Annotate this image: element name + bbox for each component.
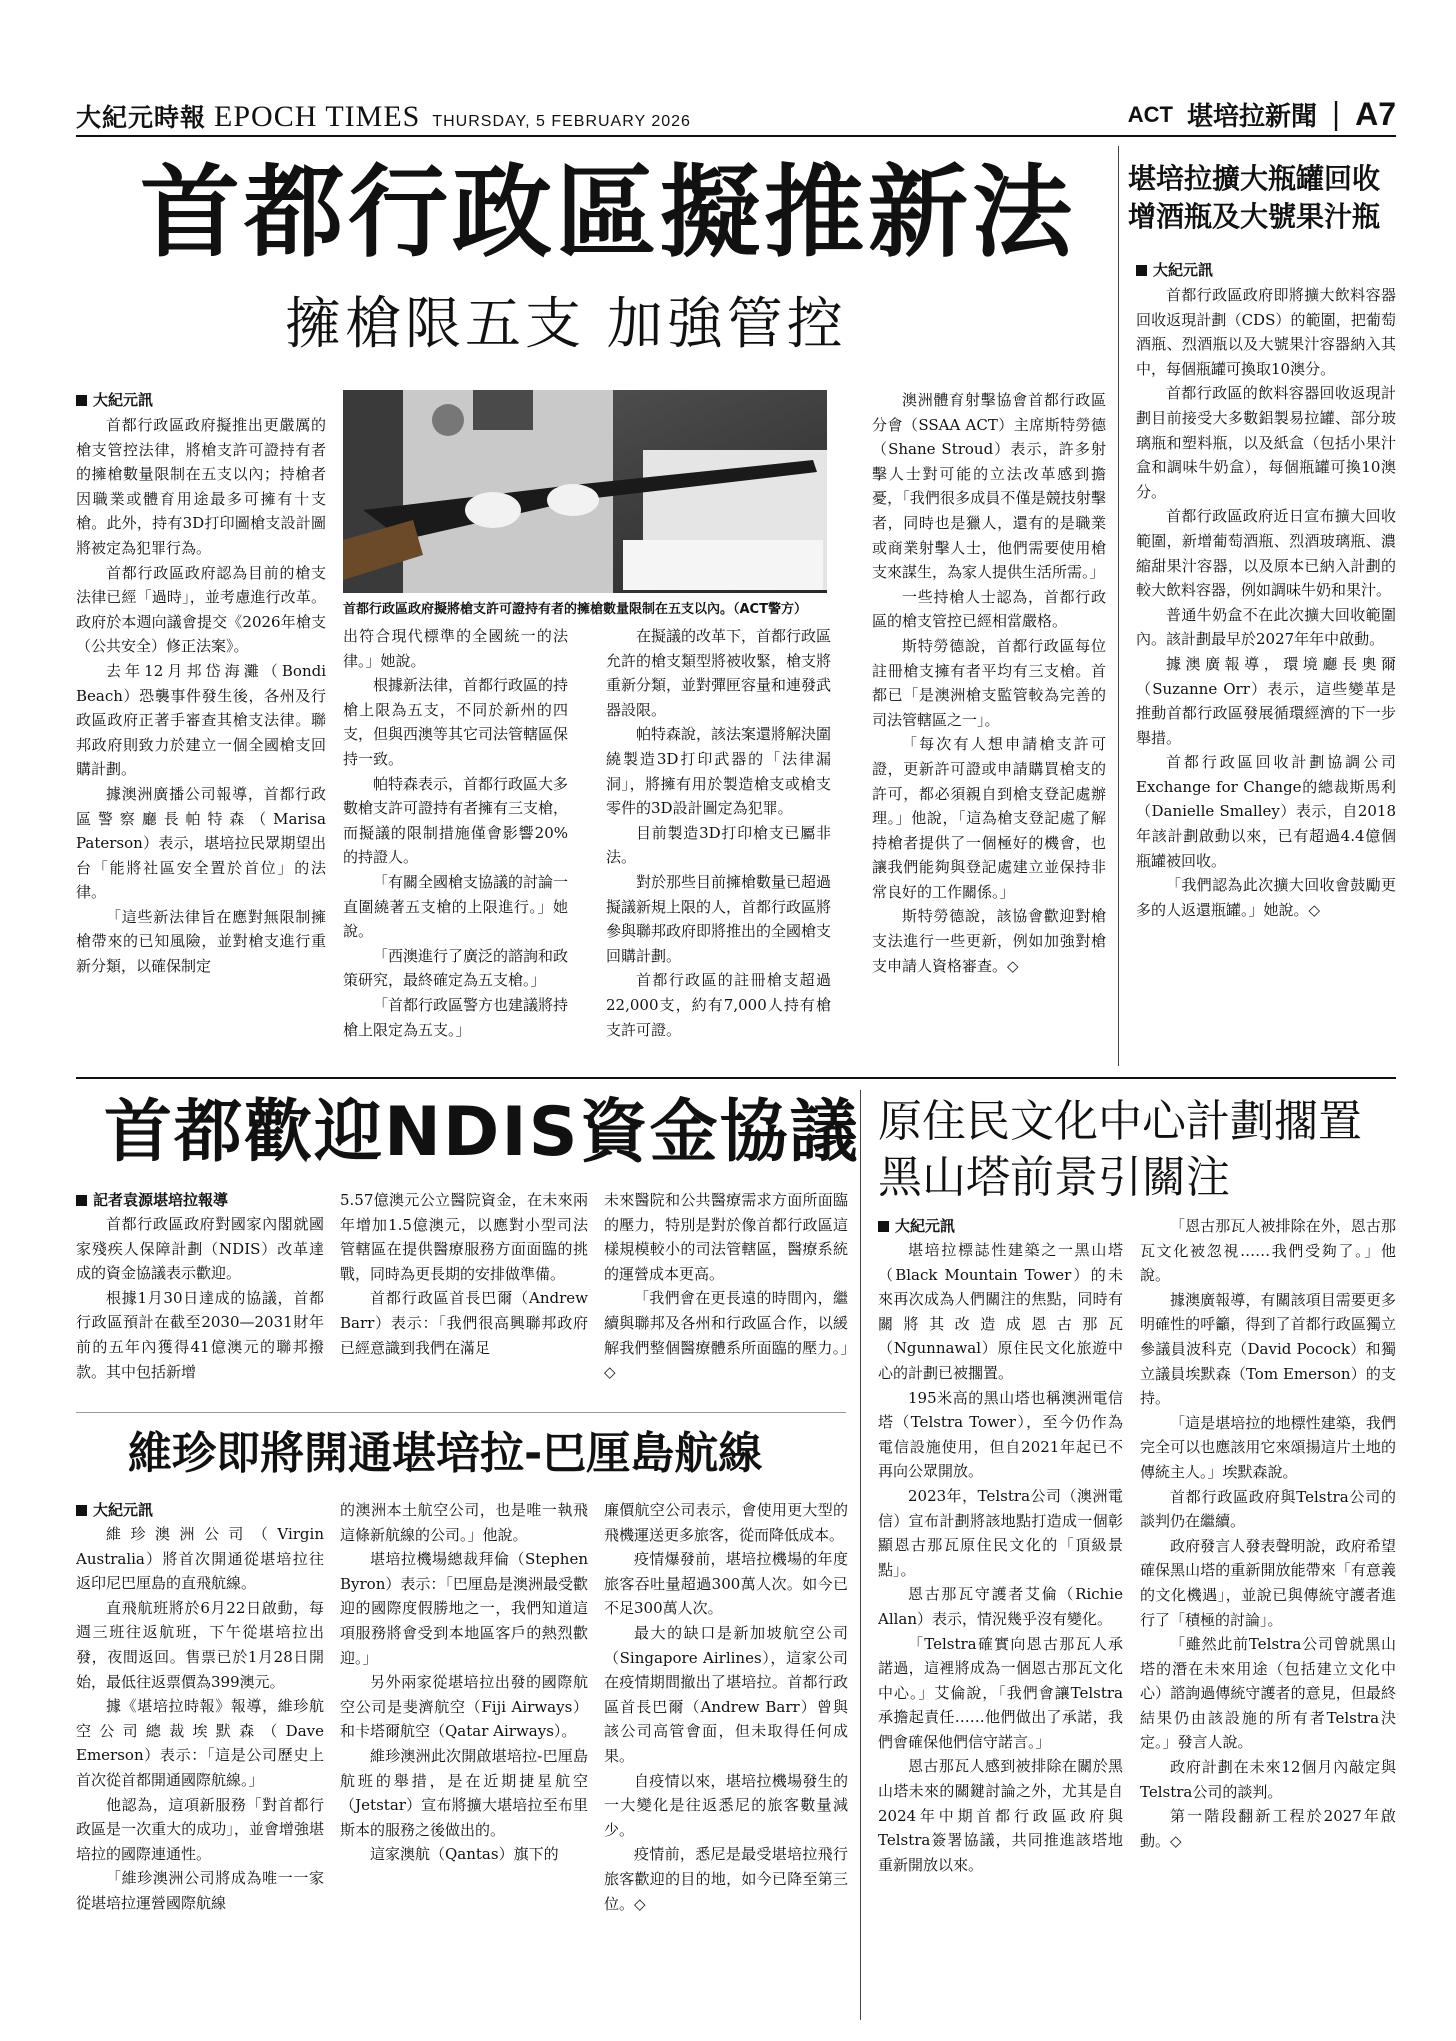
paragraph: 他認為，這項新服務「對首都行政區是一次重大的成功」，並會增強堪培拉的國際連通性。 — [76, 1795, 324, 1863]
blackmountain-col-1 — [878, 1238, 1123, 2022]
paragraph: 恩古那瓦人感到被排除在關於黑山塔未來的關鍵討論之外，尤其是自2024年中期首都行政區政府與Telstra簽署協議，共同推進該塔地重新開放以來。 — [878, 1757, 1123, 1874]
virgin-col-2 — [340, 1498, 588, 2022]
virgin-col-1 — [76, 1522, 324, 2022]
paragraph: 帕特森表示，首都行政區大多數槍支許可證持有者擁有三支槍，而擬議的限制措施僅會影響20%的持證人。 — [343, 774, 568, 867]
paragraph: 目前製造3D打印槍支已屬非法。 — [606, 823, 831, 867]
lead-col-1 — [76, 413, 326, 1063]
issue-date: THURSDAY, 5 FEBRUARY 2026 — [432, 113, 691, 130]
paragraph: 5.57億澳元公立醫院資金，在未來兩年增加1.5億澳元，以應對小型司法管轄區在提供醫療服務方面面臨的挑戰，同時為更長期的安排做準備。 — [340, 1191, 588, 1283]
virgin-byline — [76, 1498, 153, 1522]
lead-col-3 — [606, 624, 831, 1064]
section-label: 堪培拉新聞 — [1186, 102, 1317, 132]
paragraph: 首都行政區政府擬推出更嚴厲的槍支管控法律，將槍支許可證持有者的擁槍數量限制在五支以內；持槍者因職業或體育用途最多可擁有十支槍。此外，持有3D打印圖槍支設計圖將被定為犯罪行為。 — [76, 416, 326, 557]
paragraph: 在擬議的改革下，首都行政區允許的槍支類型將被收緊，槍支將重新分類，並對彈匣容量和連發武器設限。 — [606, 627, 831, 719]
paragraph: 首都行政區首長巴爾（Andrew Barr）表示：「我們很高興聯邦政府已經意識到我們在滿足 — [340, 1289, 588, 1357]
paragraph: 政府發言人發表聲明說，政府希望確保黑山塔的重新開放能帶來「有意義的文化機遇」，並說已與傳統守護者進行了「積極的討論」。 — [1140, 1536, 1396, 1629]
header-rule — [76, 135, 1396, 137]
paragraph: 根據1月30日達成的協議，首都行政區預計在截至2030—2031財年前的五年內獲得41億澳元的聯邦撥款。其中包括新增 — [76, 1288, 324, 1381]
paragraph: 堪培拉機場總裁拜倫（Stephen Byron）表示：「巴厘島是澳洲最受歡迎的國際度假勝地之一，我們知道這項服務將會受到本地區客戶的熱烈歡迎。」 — [340, 1550, 588, 1667]
paragraph: 對於那些目前擁槍數量已超過擬議新規上限的人，首都行政區將參與聯邦政府即將推出的全國槍支回購計劃。 — [606, 872, 831, 965]
paragraph: 「雖然此前Telstra公司曾就黑山塔的潛在未來用途（包括建立文化中心）諮詢過傳統守護者的意見，但最終結果仍由該設施的所有者Telstra決定。」發言人說。 — [1140, 1635, 1396, 1752]
paragraph: 據《堪培拉時報》報導，維珍航空公司總裁埃默森（Dave Emerson）表示：「這是公司歷史上首次從首都開通國際航線。」 — [76, 1697, 324, 1789]
gun-photo-image — [343, 390, 827, 593]
masthead — [76, 98, 691, 134]
byline-text: 大紀元訊 — [1153, 261, 1214, 279]
cds-headline: 堪培拉擴大瓶罐回收增酒瓶及大號果汁瓶 — [1128, 162, 1381, 233]
paragraph: 首都行政區政府即將擴大飲料容器回收返現計劃（CDS）的範圍，把葡萄酒瓶、烈酒瓶以及大號果汁容器納入其中，每個瓶罐可換取10澳分。 — [1136, 286, 1396, 378]
paragraph: 斯特勞德說，該協會歡迎對槍支法進行一些更新，例如加強對槍支申請人資格審查。◇ — [872, 907, 1106, 975]
paragraph: 首都行政區政府認為目前的槍支法律已經「過時」，並考慮進行改革。政府於本週向議會提交《2026年槍支（公共安全）修正法案》。 — [76, 563, 326, 656]
masthead-en: EPOCH TIMES — [214, 100, 421, 133]
lead-headline: 首都行政區擬推新法 — [140, 153, 1076, 271]
blackmountain-headline: 原住民文化中心計劃擱置黑山塔前景引關注 — [878, 1096, 1362, 1203]
paragraph: 「我們會在更長遠的時間內，繼續與聯邦及各州和行政區合作，以緩解我們整個醫療體系所面臨的壓力。」◇ — [604, 1289, 848, 1382]
paragraph: 首都行政區政府與Telstra公司的談判仍在繼續。 — [1140, 1487, 1396, 1531]
paragraph: 「Telstra確實向恩古那瓦人承諾過，這裡將成為一個恩古那瓦文化中心。」艾倫說，「我們會讓Telstra承擔起責任……他們做出了承諾，我們會確保他們信守諾言。」 — [878, 1634, 1123, 1751]
paragraph: 澳洲體育射擊協會首都行政區分會（SSAA ACT）主席斯特勞德（Shane Stroud）表示，許多射擊人士對可能的立法改革感到擔憂，「我們很多成員不僅是競技射擊者，同時也是獵人，還有的是職業或商業射擊人士，他們需要使用槍支來謀生，為家人提供生活所需。」 — [872, 391, 1106, 582]
paragraph: 首都行政區的註冊槍支超過22,000支，約有7,000人持有槍支許可證。 — [606, 971, 831, 1039]
paragraph: 堪培拉標誌性建築之一黑山塔（Black Mountain Tower）的未來再次成為人們關注的焦點，同時有關將其改造成恩古那瓦（Ngunnawal）原住民文化旅遊中心的計劃已被擱置。 — [878, 1241, 1123, 1382]
paragraph: 另外兩家從堪培拉出發的國際航空公司是斐濟航空（Fiji Airways）和卡塔爾航空（Qatar Airways）。 — [340, 1673, 588, 1741]
ndis-byline — [76, 1188, 228, 1212]
virgin-headline: 維珍即將開通堪培拉-巴厘島航線 — [128, 1428, 763, 1479]
paragraph: 首都行政區政府對國家內閣就國家殘疾人保障計劃（NDIS）改革達成的資金協議表示歡迎。 — [76, 1215, 324, 1283]
region-label: ACT — [1127, 101, 1173, 127]
ndis-col-3 — [604, 1188, 848, 1404]
section-rule — [76, 1077, 1396, 1079]
paragraph: 維珍澳洲此次開啟堪培拉-巴厘島航班的舉措，是在近期捷星航空（Jetstar）宣布將擴大堪培拉至布里斯本的服務之後做出的。 — [340, 1746, 588, 1839]
blackmountain-byline — [878, 1214, 955, 1238]
paragraph: 「首都行政區警方也建議將持槍上限定為五支。」 — [343, 995, 568, 1039]
paragraph: 去年12月邦岱海灘（Bondi Beach）恐襲事件發生後，各州及行政區政府正著手審查其槍支法律。聯邦政府則致力於建立一個全國槍支回購計劃。 — [76, 661, 326, 779]
paragraph: 第一階段翻新工程於2027年啟動。◇ — [1140, 1807, 1396, 1850]
paragraph: 「每次有人想申請槍支許可證，更新許可證或申請購買槍支的許可，都必須親自到槍支登記處辦理。」他說，「這為槍支登記處了解持槍者提供了一個極好的機會，也讓我們能夠與登記處建立並保持非常良好的工作關係。」 — [872, 735, 1106, 901]
blackmountain-col-2 — [1140, 1214, 1396, 2022]
paragraph: 廉價航空公司表示，會使用更大型的飛機運送更多旅客，從而降低成本。 — [604, 1501, 848, 1544]
paragraph: 「維珍澳洲公司將成為唯一一家從堪培拉運營國際航線 — [76, 1869, 324, 1912]
photo-caption: 首都行政區政府擬將槍支許可證持有者的擁槍數量限制在五支以內。（ACT警方） — [343, 602, 807, 617]
paragraph: 這家澳航（Qantas）旗下的 — [370, 1845, 559, 1864]
cds-body — [1136, 283, 1396, 1065]
paragraph: 2023年，Telstra公司（澳洲電信）宣布計劃將該地點打造成一個彰顯恩古那瓦原住民文化的「頂級景點」。 — [878, 1486, 1123, 1579]
column-divider — [860, 1090, 861, 2020]
paragraph: 最大的缺口是新加坡航空公司（Singapore Airlines），這家公司在疫情期間撤出了堪培拉。首都行政區首長巴爾（Andrew Barr）曾與該公司高管會面，但未取得任何成果。 — [604, 1623, 848, 1765]
paragraph: 「這是堪培拉的地標性建築，我們完全可以也應該用它來頌揚這片土地的傳統主人。」埃默森說。 — [1140, 1413, 1396, 1481]
paragraph: 據澳洲廣播公司報導，首都行政區警察廳長帕特森（Marisa Paterson）表示，堪培拉民眾期望出台「能將社區安全置於首位」的法律。 — [76, 784, 326, 902]
paragraph: 出符合現代標準的全國統一的法律。」她說。 — [343, 627, 568, 670]
ndis-headline: 首都歡迎NDIS資金協議 — [104, 1093, 860, 1172]
ndis-col-2 — [340, 1188, 588, 1404]
paragraph: 直飛航班將於6月22日啟動，每週三班往返航班，下午從堪培拉出發，夜間返回。售票已於1月28日開始，最低往返票價為399澳元。 — [76, 1598, 324, 1691]
paragraph: 維珍澳洲公司（Virgin Australia）將首次開通從堪培拉往返印尼巴厘島的直飛航線。 — [76, 1525, 324, 1593]
paragraph: 195米高的黑山塔也稱澳洲電信塔（Telstra Tower），至今仍作為電信設施使用，但自2021年起已不再向公眾開放。 — [878, 1388, 1123, 1481]
paragraph: 首都行政區回收計劃協調公司Exchange for Change的總裁斯馬利（Danielle Smalley）表示，自2018年該計劃啟動以來，已有超過4.4億個瓶罐被回收。 — [1136, 753, 1396, 870]
section-header — [1128, 96, 1396, 133]
paragraph: 「恩古那瓦人被排除在外，恩古那瓦文化被忽視……我們受夠了。」他說。 — [1140, 1217, 1396, 1285]
paragraph: 「有關全國槍支協議的討論一直圍繞著五支槍的上限進行。」她說。 — [343, 872, 568, 941]
paragraph: 疫情爆發前，堪培拉機場的年度旅客吞吐量超過300萬人次。如今已不足300萬人次。 — [604, 1550, 848, 1618]
paragraph: 一些持槍人士認為，首都行政區的槍支管控已經相當嚴格。 — [872, 587, 1106, 631]
paragraph: 「西澳進行了廣泛的諮詢和政策研究，最終確定為五支槍。」 — [343, 946, 568, 990]
byline-text: 大紀元訊 — [895, 1217, 956, 1235]
byline-text: 大紀元訊 — [93, 1501, 154, 1519]
paragraph: 據澳廣報導，有關該項目需要更多明確性的呼籲，得到了首都行政區獨立參議員波科克（David Pocock）和獨立議員埃默森（Tom Emerson）的支持。 — [1140, 1290, 1396, 1408]
byline-text: 大紀元訊 — [93, 391, 154, 409]
virgin-col-3 — [604, 1498, 848, 2022]
masthead-cn: 大紀元時報 — [76, 103, 207, 132]
paragraph: 的澳洲本土航空公司，也是唯一執飛這條新航線的公司。」他說。 — [340, 1501, 588, 1544]
lead-subheadline: 擁槍限五支 加強管控 — [285, 292, 847, 357]
lead-byline — [76, 388, 153, 412]
byline-text: 記者袁源堪培拉報導 — [93, 1191, 229, 1209]
paragraph: 根據新法律，首都行政區的持槍上限為五支，不同於新州的四支，但與西澳等其它司法管轄區保持一致。 — [343, 676, 568, 768]
paragraph: 「這些新法律旨在應對無限制擁槍帶來的已知風險，並對槍支進行重新分類，以確保制定 — [76, 907, 326, 976]
paragraph: 疫情前，悉尼是最受堪培拉飛行旅客歡迎的目的地，如今已降至第三位。◇ — [604, 1845, 848, 1913]
column-divider — [1118, 146, 1119, 1066]
paragraph: 首都行政區的飲料容器回收返現計劃目前接受大多數鋁製易拉罐、部分玻璃瓶和塑料瓶，以及紙盒（包括小果汁盒和調味牛奶盒），每個瓶罐可換10澳分。 — [1136, 384, 1396, 501]
page-number: A7 — [1355, 96, 1396, 132]
paragraph: 未來醫院和公共醫療需求方面所面臨的壓力，特別是對於像首都行政區這樣規模較小的司法管轄區，醫療系統的運營成本更高。 — [604, 1191, 848, 1283]
lead-photo — [343, 390, 827, 593]
header-separator: | — [1330, 97, 1342, 132]
paragraph: 恩古那瓦守護者艾倫（Richie Allan）表示，情況幾乎沒有變化。 — [878, 1585, 1123, 1628]
paragraph: 普通牛奶盒不在此次擴大回收範圍內。該計劃最早於2027年年中啟動。 — [1136, 605, 1396, 649]
paragraph: 「我們認為此次擴大回收會鼓勵更多的人返還瓶罐。」她說。◇ — [1136, 876, 1396, 919]
lead-col-4 — [872, 388, 1106, 1064]
paragraph: 政府計劃在未來12個月內敲定與Telstra公司的談判。 — [1140, 1758, 1396, 1801]
paragraph: 自疫情以來，堪培拉機場發生的一大變化是往返悉尼的旅客數量減少。 — [604, 1771, 848, 1839]
paragraph: 首都行政區政府近日宣布擴大回收範圍，新增葡萄酒瓶、烈酒玻璃瓶、濃縮甜果汁容器，以及原本已納入計劃的較大飲料容器，例如調味牛奶和果汁。 — [1136, 507, 1396, 600]
lead-col-2 — [343, 624, 568, 1064]
cds-byline — [1136, 258, 1213, 282]
paragraph: 據澳廣報導，環境廳長奧爾（Suzanne Orr）表示，這些變革是推動首都行政區發展循環經濟的下一步舉措。 — [1136, 654, 1396, 747]
paragraph: 斯特勞德說，首都行政區每位註冊槍支擁有者平均有三支槍。首都已「是澳洲槍支監管較為完善的司法管轄區之一」。 — [872, 636, 1106, 729]
ndis-col-1 — [76, 1212, 324, 1404]
article-rule — [76, 1412, 846, 1413]
paragraph: 帕特森說，該法案還將解決圍繞製造3D打印武器的「法律漏洞」，將擁有用於製造槍支或槍支零件的3D設計圖定為犯罪。 — [606, 725, 831, 818]
